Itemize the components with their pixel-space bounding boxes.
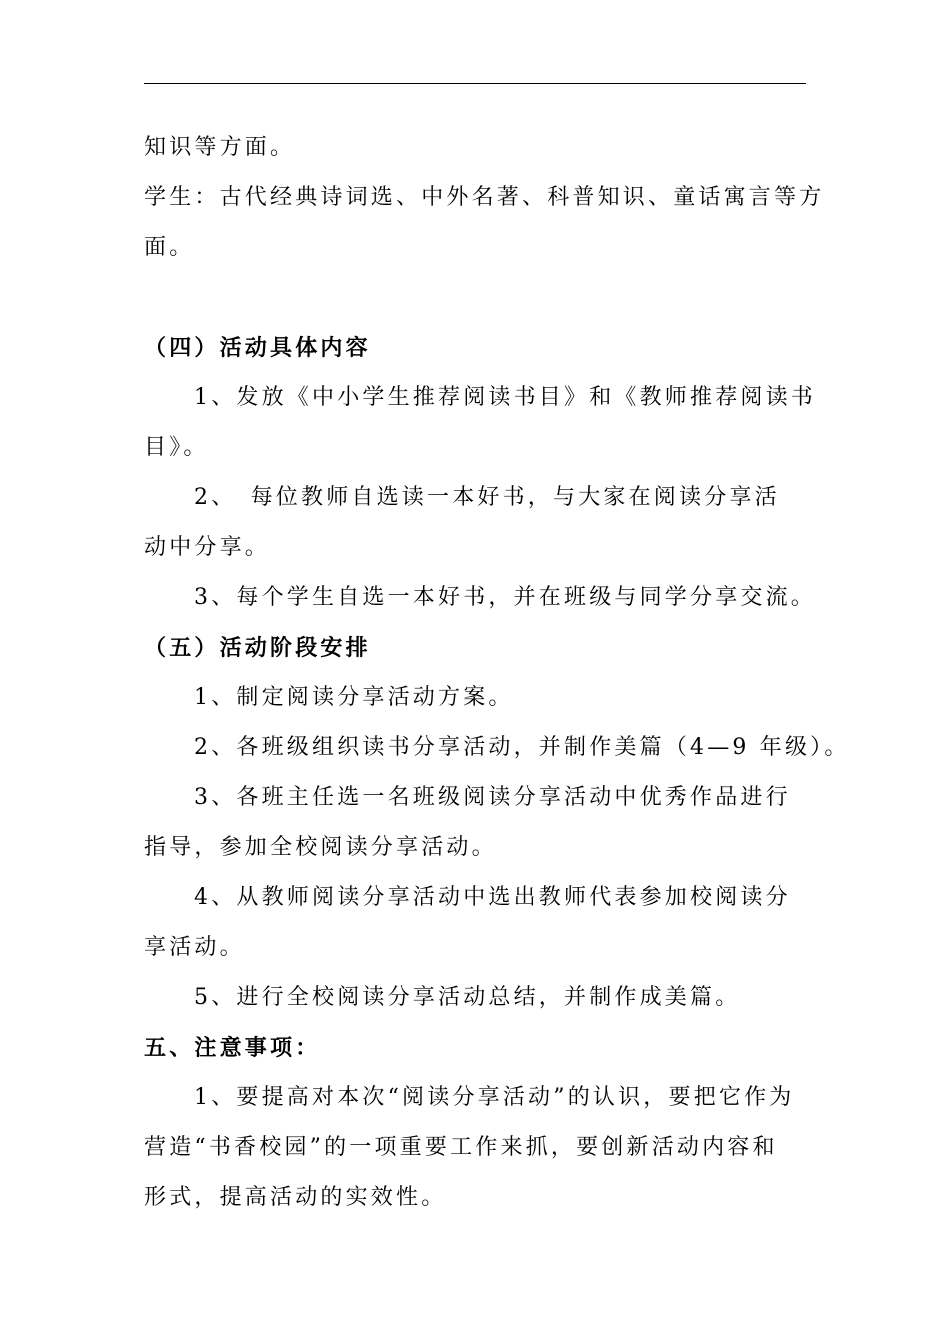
section-heading-notes: 五、注意事项： xyxy=(144,1035,321,1061)
paragraph-line: 面。 xyxy=(144,235,195,260)
list-item-line: 3、各班主任选一名班级阅读分享活动中优秀作品进行 xyxy=(194,785,791,810)
section-heading-4: （四）活动具体内容 xyxy=(144,335,371,361)
list-item-line: 2、各班级组织读书分享活动，并制作美篇（4—9 年级）。 xyxy=(194,735,850,760)
paragraph-line: 学生：古代经典诗词选、中外名著、科普知识、童话寓言等方 xyxy=(144,185,825,210)
header-rule xyxy=(144,83,806,84)
list-item-line: 2、 每位教师自选读一本好书，与大家在阅读分享活 xyxy=(194,485,780,510)
list-item-line: 动中分享。 xyxy=(144,535,271,560)
list-item-line: 5、进行全校阅读分享活动总结，并制作成美篇。 xyxy=(194,985,741,1010)
list-item-line: 营造“书香校园”的一项重要工作来抓，要创新活动内容和 xyxy=(144,1135,778,1160)
list-item-line: 1、要提高对本次“阅读分享活动”的认识，要把它作为 xyxy=(194,1085,795,1110)
list-item-line: 1、制定阅读分享活动方案。 xyxy=(194,685,514,710)
list-item-line: 1、发放《中小学生推荐阅读书目》和《教师推荐阅读书 xyxy=(194,385,816,410)
list-item-line: 目》。 xyxy=(144,435,209,460)
list-item-line: 3、每个学生自选一本好书，并在班级与同学分享交流。 xyxy=(194,585,816,610)
paragraph-line: 知识等方面。 xyxy=(144,135,296,160)
list-item-line: 指导，参加全校阅读分享活动。 xyxy=(144,835,497,860)
document-body xyxy=(144,123,850,1223)
blank-line xyxy=(144,273,806,323)
list-item-line: 4、从教师阅读分享活动中选出教师代表参加校阅读分 xyxy=(194,885,791,910)
section-heading-5: （五）活动阶段安排 xyxy=(144,635,371,661)
list-item-line: 享活动。 xyxy=(144,935,245,960)
list-item-line: 形式，提高活动的实效性。 xyxy=(144,1185,447,1210)
